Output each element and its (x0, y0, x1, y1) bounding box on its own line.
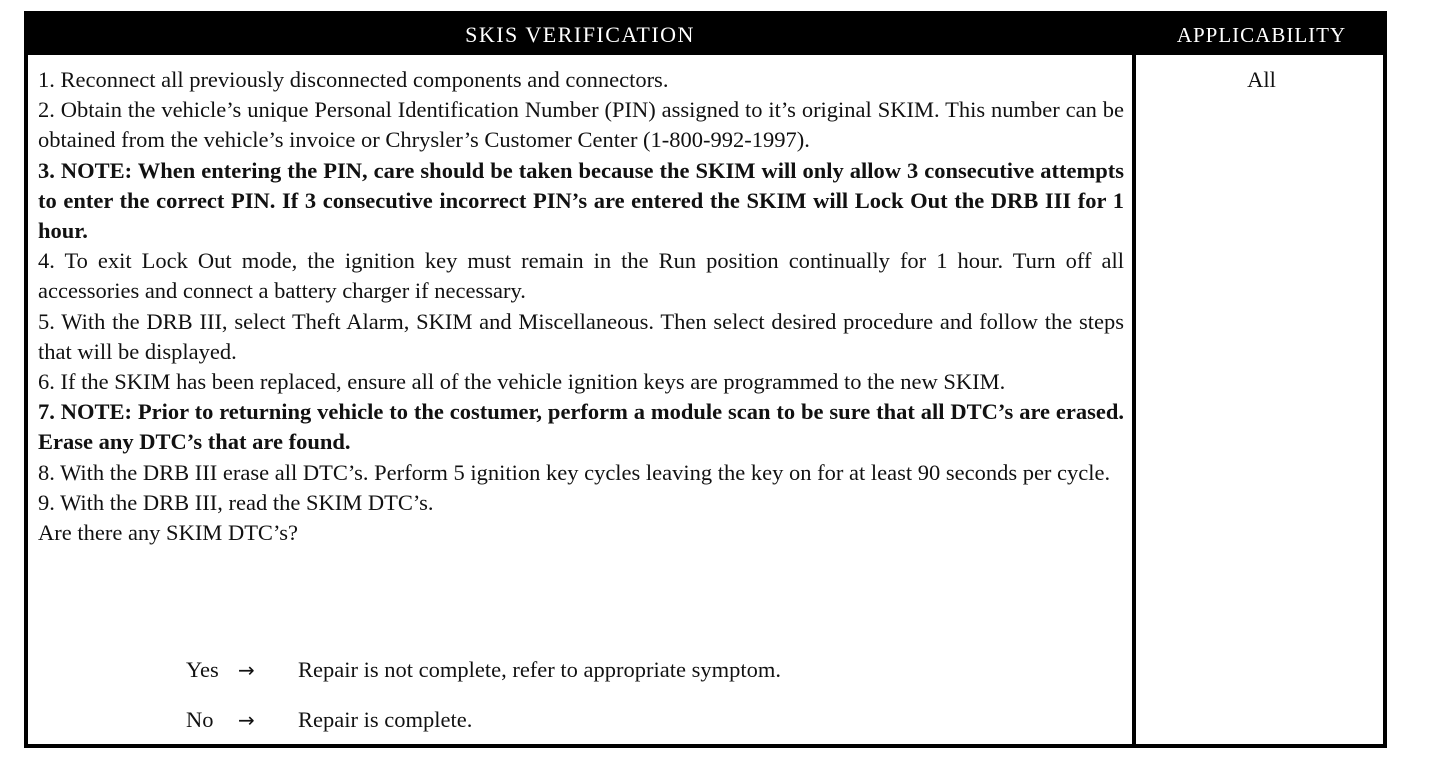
step-5: 5. With the DRB III, select Theft Alarm, SKIM and Miscellaneous. Then select desired procedure and follow the steps that will be displayed. (38, 308, 1124, 364)
right-arrow-icon: → (238, 708, 255, 732)
step-3-note: 3. NOTE: When entering the PIN, care should be taken because the SKIM will only allow 3 consecutive attempts to enter the correct PIN. If 3 consecutive incorrect PIN’s are entered the SKIM will Lock Out the DRB III for 1 hour. (38, 157, 1124, 244)
step-2: 2. Obtain the vehicle’s unique Personal Identification Number (PIN) assigned to it’s original SKIM. This number can be obtained from the vehicle’s invoice or Chrysler’s Customer Center (1-800-992-1997). (38, 97, 1124, 153)
applicability-value: All (1247, 67, 1276, 92)
answer-no (186, 705, 1086, 735)
step-4: 4. To exit Lock Out mode, the ignition key must remain in the Run position continually for 1 hour. Turn off all accessories and connect a battery charger if necessary. (38, 248, 1124, 304)
step-1: 1. Reconnect all previously disconnected components and connectors. (38, 67, 669, 92)
question: Are there any SKIM DTC’s? (38, 520, 298, 546)
step-9: 9. With the DRB III, read the SKIM DTC’s. (38, 489, 434, 515)
answer-yes-result: Repair is not complete, refer to appropriate symptom. (298, 657, 781, 682)
answer-yes-label: Yes (186, 657, 219, 682)
step-7-note: 7. NOTE: Prior to returning vehicle to the costumer, perform a module scan to be sure that all DTC’s are erased. Erase any DTC’s that are found. (38, 399, 1124, 455)
step-6: 6. If the SKIM has been replaced, ensure all of the vehicle ignition keys are programmed to the new SKIM. (38, 369, 1006, 395)
step-8: 8. With the DRB III erase all DTC’s. Perform 5 ignition key cycles leaving the key on for at least 90 seconds per cycle. (38, 459, 1111, 485)
answer-yes (186, 655, 1086, 685)
applicability-header: APPLICABILITY (1176, 23, 1347, 47)
procedure-steps (38, 65, 1124, 548)
right-arrow-icon: → (238, 658, 255, 682)
table-title: SKIS VERIFICATION (465, 22, 695, 47)
answer-no-label: No (186, 707, 214, 732)
column-divider (1132, 15, 1136, 744)
verification-table (24, 11, 1387, 748)
answer-no-result: Repair is complete. (298, 707, 473, 732)
